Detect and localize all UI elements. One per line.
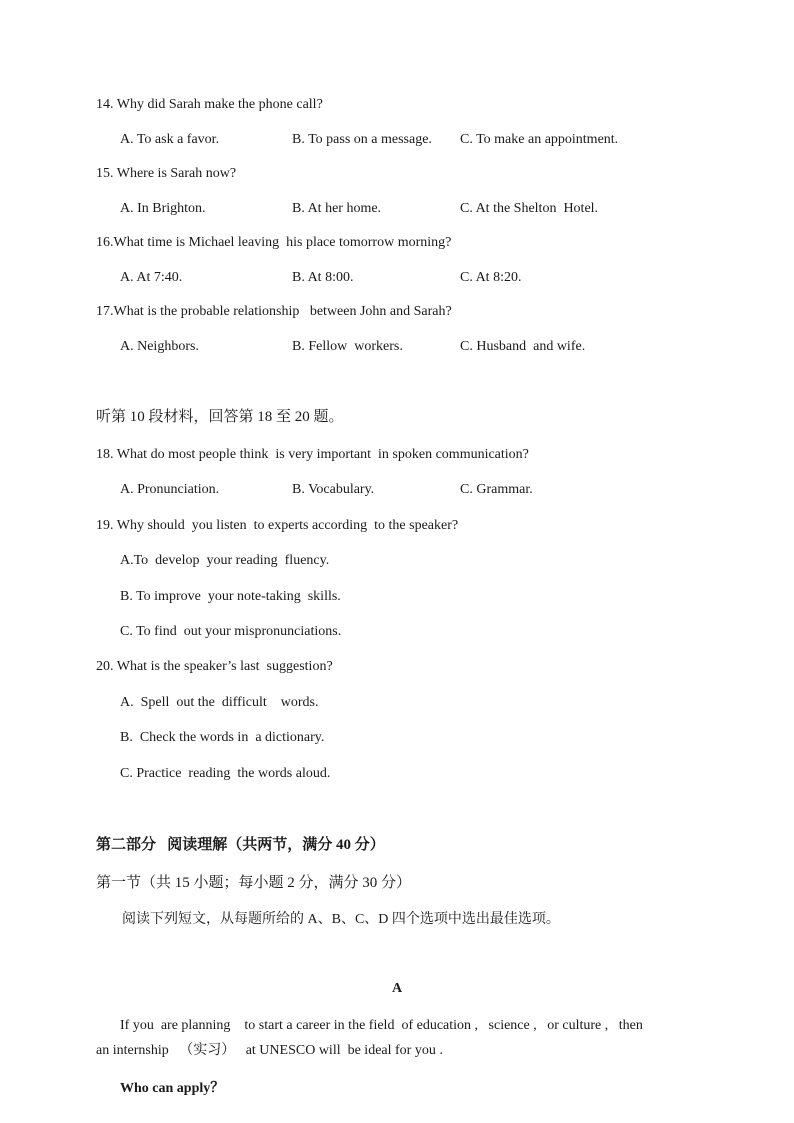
option-17b: B. Fellow workers. [292,339,403,354]
question-18: 18. What do most people think is very important in spoken communication? [96,447,529,462]
option-18c: C. Grammar. [460,482,533,497]
reading-instructions: 阅读下列短文，从每题所给的 A、B、C、D 四个选项中选出最佳选项。 [122,912,560,927]
question-14: 14. Why did Sarah make the phone call? [96,97,323,112]
passage-label: A [391,981,403,996]
section-10-heading: 听第 10 段材料，回答第 18 至 20 题。 [96,409,344,425]
passage-line-1: If you are planning to start a career in the field of education , science , or culture , then [120,1018,643,1033]
option-15c: C. At the Shelton Hotel. [460,201,599,216]
option-16c: C. At 8:20. [460,270,522,285]
option-20c: C. Practice reading the words aloud. [120,766,331,781]
option-15b: B. At her home. [292,201,382,216]
option-16b: B. At 8:00. [292,270,354,285]
question-19: 19. Why should you listen to experts according to the speaker? [96,518,459,533]
question-16: 16.What time is Michael leaving his place tomorrow morning? [96,235,452,250]
who-can-apply-heading: Who can apply？ [120,1081,225,1096]
option-19c: C. To find out your mispronunciations. [120,624,342,639]
option-20b: B. Check the words in a dictionary. [120,730,325,745]
question-15: 15. Where is Sarah now? [96,166,237,181]
option-14c: C. To make an appointment. [460,132,619,147]
option-14b: B. To pass on a message. [292,132,432,147]
passage-line-2: an internship （实习） at UNESCO will be ideal for you . [96,1043,443,1058]
option-16a: A. At 7:40. [120,270,183,285]
section-1-heading: 第一节（共 15 小题；每小题 2 分，满分 30 分） [96,875,412,891]
question-20: 20. What is the speaker’s last suggestion? [96,659,333,674]
option-18b: B. Vocabulary. [292,482,375,497]
option-18a: A. Pronunciation. [120,482,220,497]
part-2-heading: 第二部分 阅读理解（共两节，满分 40 分） [96,837,385,853]
option-17a: A. Neighbors. [120,339,199,354]
option-19a: A.To develop your reading fluency. [120,553,330,568]
option-15a: A. In Brighton. [120,201,206,216]
question-17: 17.What is the probable relationship between John and Sarah? [96,304,452,319]
option-20a: A. Spell out the difficult words. [120,695,319,710]
option-17c: C. Husband and wife. [460,339,586,354]
option-14a: A. To ask a favor. [120,132,220,147]
option-19b: B. To improve your note-taking skills. [120,589,341,604]
